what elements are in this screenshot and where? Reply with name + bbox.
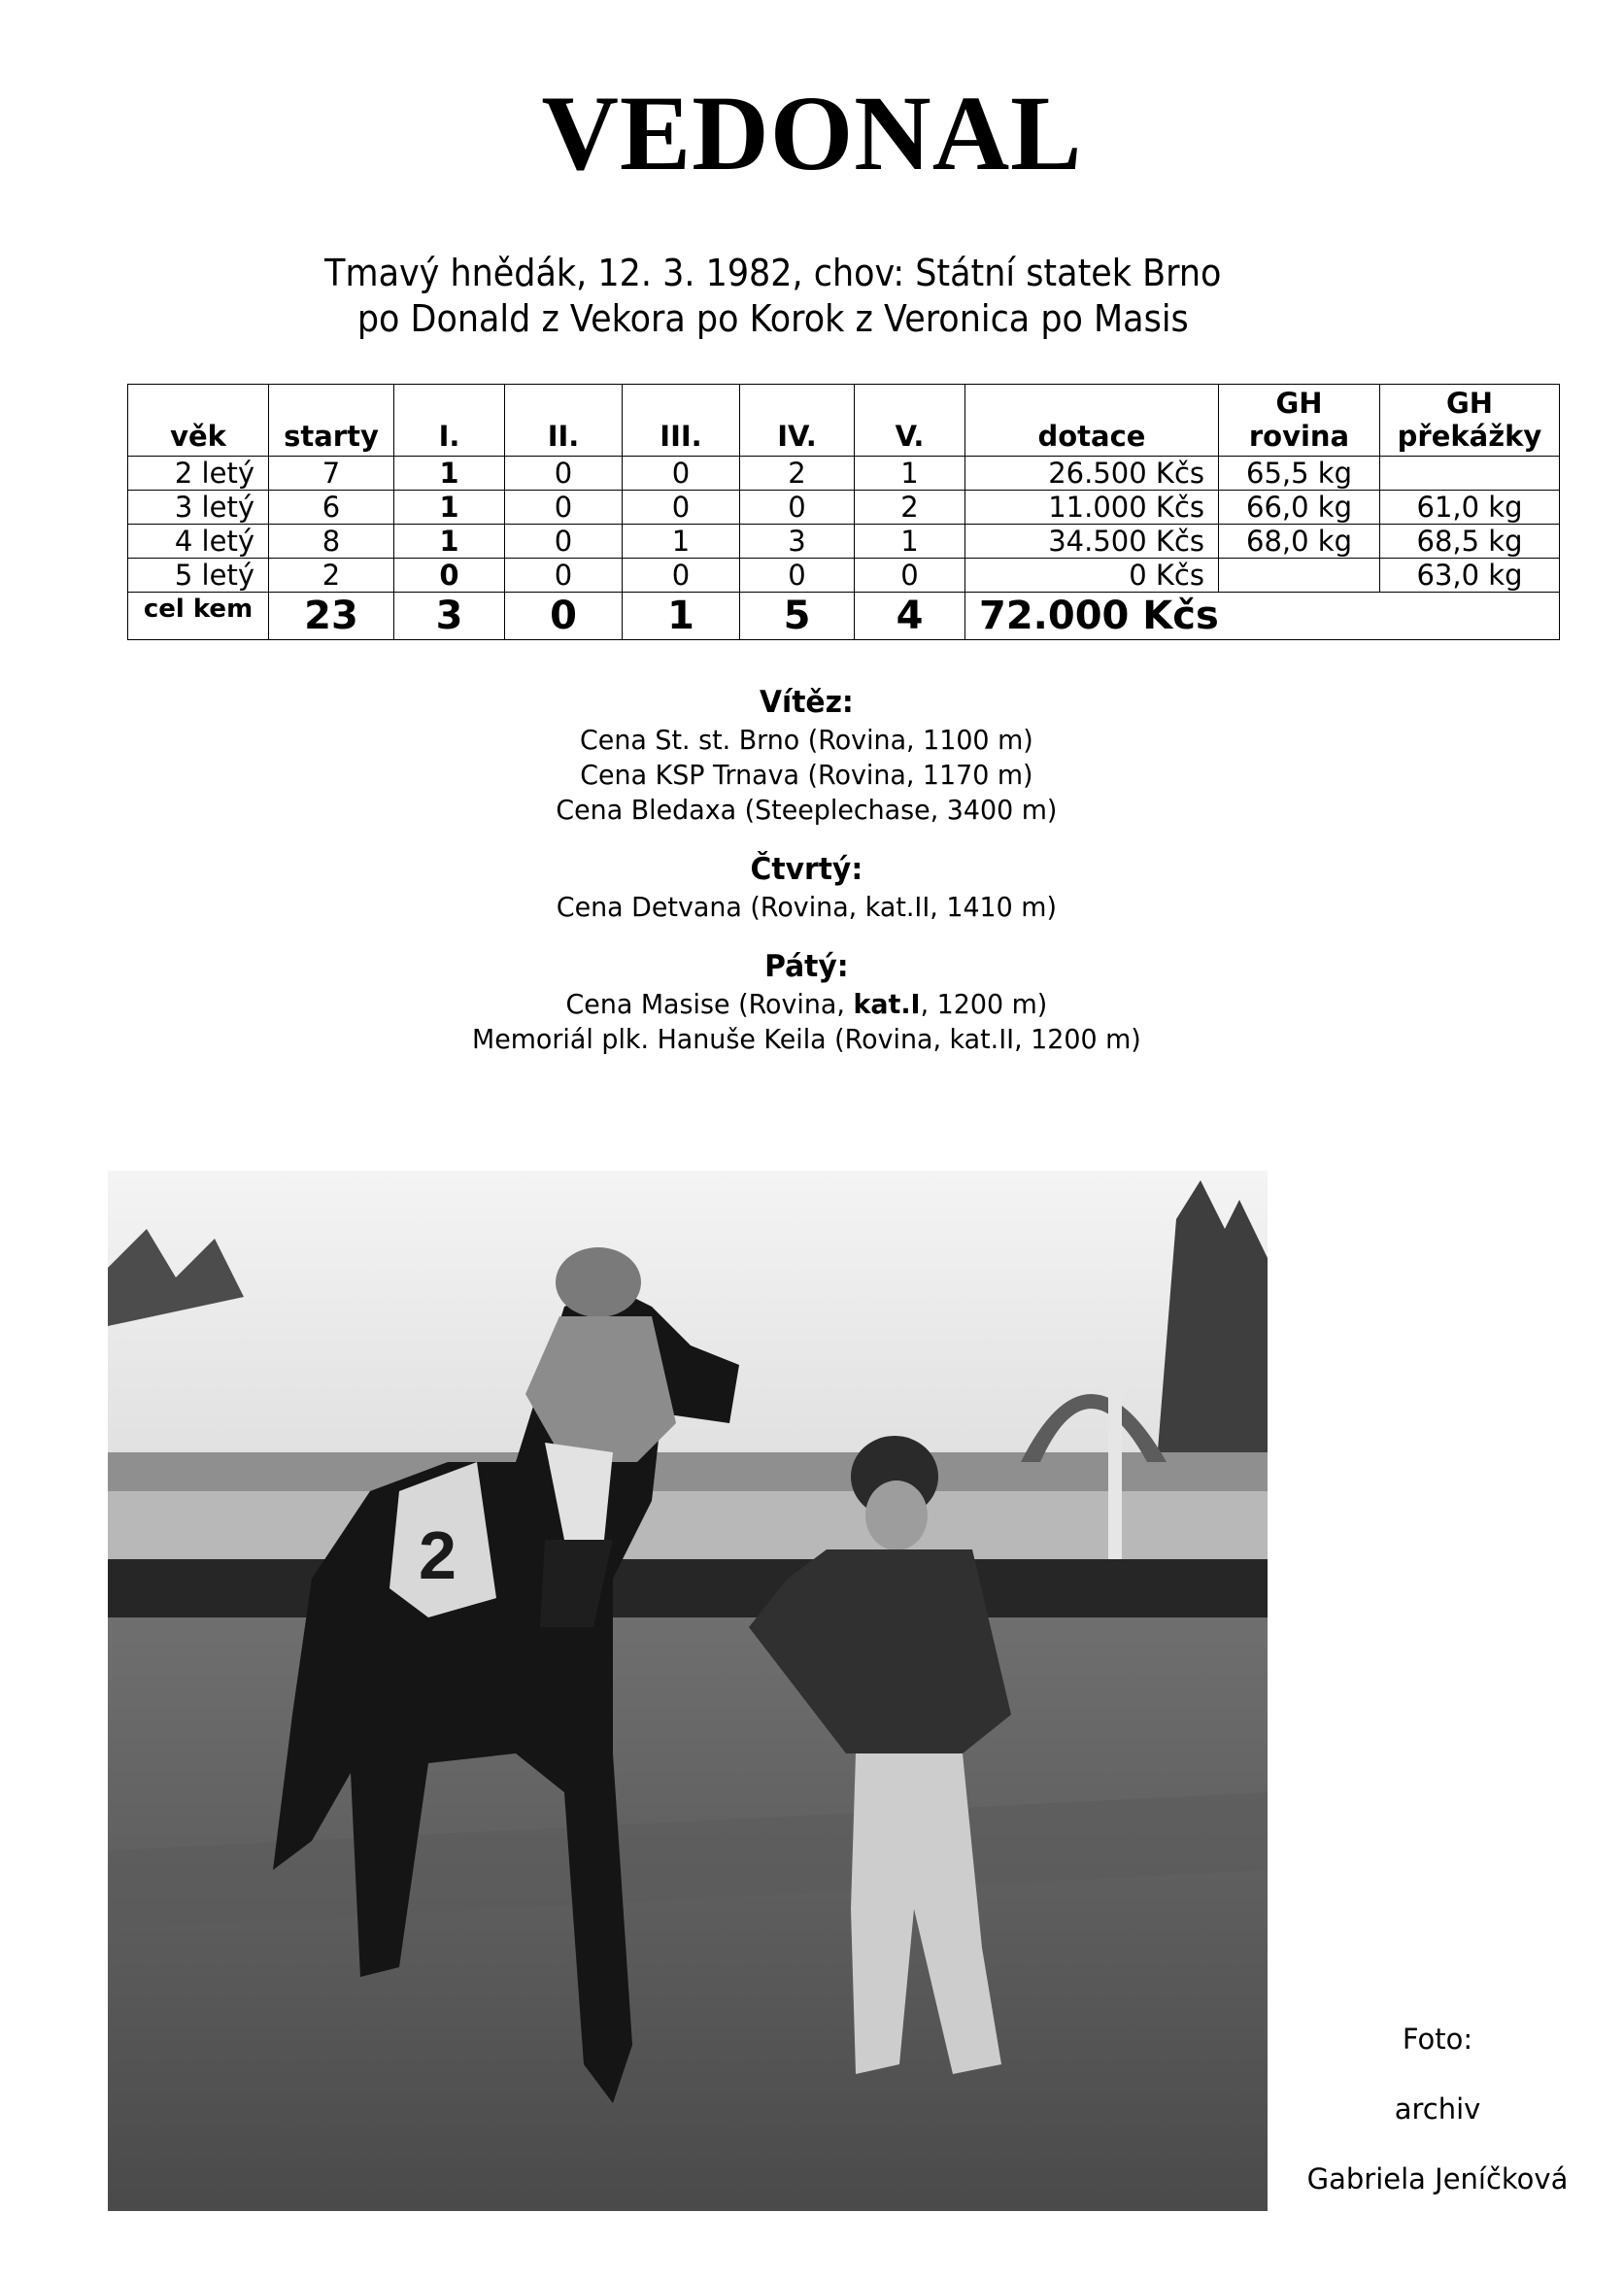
cell-total-II: 0 [505, 593, 623, 640]
winner-heading: Vítěz: [759, 685, 854, 720]
cell-II: 0 [505, 559, 623, 593]
cell-III: 0 [623, 491, 740, 525]
cell-total-III: 1 [623, 593, 740, 640]
cell-vek: 5 letý [128, 559, 269, 593]
fourth-heading: Čtvrtý: [750, 852, 863, 887]
cell-total-starty: 23 [269, 593, 394, 640]
cell-IV: 0 [740, 491, 855, 525]
table-row [128, 525, 1560, 559]
col-header-starty: starty [269, 385, 394, 457]
cell-dotace: 26.500 Kčs [965, 457, 1219, 491]
result-item: Cena Masise (Rovina, kat.I, 1200 m) [565, 988, 1048, 1020]
result-item: Cena KSP Trnava (Rovina, 1170 m) [580, 759, 1033, 791]
horse-pedigree [0, 251, 1546, 342]
cell-V: 1 [855, 457, 965, 491]
race-stats-table [127, 384, 1560, 640]
cell-V: 0 [855, 559, 965, 593]
page-title: VEDONAL [541, 74, 1083, 192]
fifth-section [0, 946, 1613, 1057]
cell-starty: 8 [269, 525, 394, 559]
winner-section [0, 682, 1613, 828]
cell-II: 0 [505, 491, 623, 525]
cell-I: 0 [394, 559, 505, 593]
col-header-II: II. [505, 385, 623, 457]
cell-vek: 3 letý [128, 491, 269, 525]
result-item: Memoriál plk. Hanuše Keila (Rovina, kat.II, 1200 m) [472, 1023, 1141, 1055]
cell-dotace: 11.000 Kčs [965, 491, 1219, 525]
col-header-gh-rovina: GH rovina [1219, 385, 1380, 457]
pedigree-line-2: po Donald z Vekora po Korok z Veronica po Masis [356, 297, 1189, 340]
result-item: Cena St. st. Brno (Rovina, 1100 m) [580, 724, 1033, 756]
cell-total-V: 4 [855, 593, 965, 640]
cell-I: 1 [394, 525, 505, 559]
fourth-section [0, 849, 1613, 925]
cell-III: 0 [623, 457, 740, 491]
race-results [0, 682, 1613, 1078]
cell-gh-rovina: 66,0 kg [1219, 491, 1380, 525]
cell-gh-prekazky [1380, 457, 1560, 491]
col-header-gh-prekazky: GH překážky [1380, 385, 1560, 457]
cell-III: 1 [623, 525, 740, 559]
table-row [128, 457, 1560, 491]
cell-gh-prekazky: 68,5 kg [1380, 525, 1560, 559]
pedigree-line-1: Tmavý hnědák, 12. 3. 1982, chov: Státní statek Brno [324, 252, 1222, 294]
cell-I: 1 [394, 457, 505, 491]
cell-dotace: 0 Kčs [965, 559, 1219, 593]
cell-vek: 4 letý [128, 525, 269, 559]
cell-IV: 0 [740, 559, 855, 593]
cell-gh-rovina: 65,5 kg [1219, 457, 1380, 491]
cell-starty: 6 [269, 491, 394, 525]
col-header-I: I. [394, 385, 505, 457]
cell-II: 0 [505, 457, 623, 491]
cell-total-IV: 5 [740, 593, 855, 640]
saddle-number: 2 [419, 1517, 457, 1593]
cell-III: 0 [623, 559, 740, 593]
col-header-III: III. [623, 385, 740, 457]
cell-IV: 3 [740, 525, 855, 559]
col-header-IV: IV. [740, 385, 855, 457]
fifth-heading: Pátý: [764, 949, 849, 984]
cell-V: 2 [855, 491, 965, 525]
table-header-row [128, 385, 1560, 457]
col-header-dotace: dotace [965, 385, 1219, 457]
cell-total-I: 3 [394, 593, 505, 640]
col-header-vek: věk [128, 385, 269, 457]
credit-line-3: Gabriela Jeníčková [1306, 2162, 1569, 2195]
result-item: Cena Detvana (Rovina, kat.II, 1410 m) [556, 891, 1057, 923]
cell-II: 0 [505, 525, 623, 559]
table-row [128, 491, 1560, 525]
cell-I: 1 [394, 491, 505, 525]
cell-IV: 2 [740, 457, 855, 491]
cell-gh-rovina [1219, 559, 1380, 593]
result-item: Cena Bledaxa (Steeplechase, 3400 m) [556, 794, 1058, 826]
cell-dotace: 34.500 Kčs [965, 525, 1219, 559]
cell-total-label: cel kem [128, 593, 269, 640]
cell-gh-prekazky: 61,0 kg [1380, 491, 1560, 525]
cell-gh-rovina: 68,0 kg [1219, 525, 1380, 559]
cell-total-blank [1380, 593, 1560, 640]
cell-V: 1 [855, 525, 965, 559]
horse-photo [108, 1171, 1268, 2211]
col-header-V: V. [855, 385, 965, 457]
cell-vek: 2 letý [128, 457, 269, 491]
cell-starty: 2 [269, 559, 394, 593]
table-row [128, 559, 1560, 593]
credit-line-2: archiv [1394, 2093, 1481, 2126]
cell-starty: 7 [269, 457, 394, 491]
cell-gh-prekazky: 63,0 kg [1380, 559, 1560, 593]
table-total-row [128, 593, 1560, 640]
horse-photo-illustration [108, 1171, 1268, 2211]
credit-line-1: Foto: [1402, 2023, 1473, 2056]
cell-total-dotace: 72.000 Kčs [965, 593, 1380, 640]
